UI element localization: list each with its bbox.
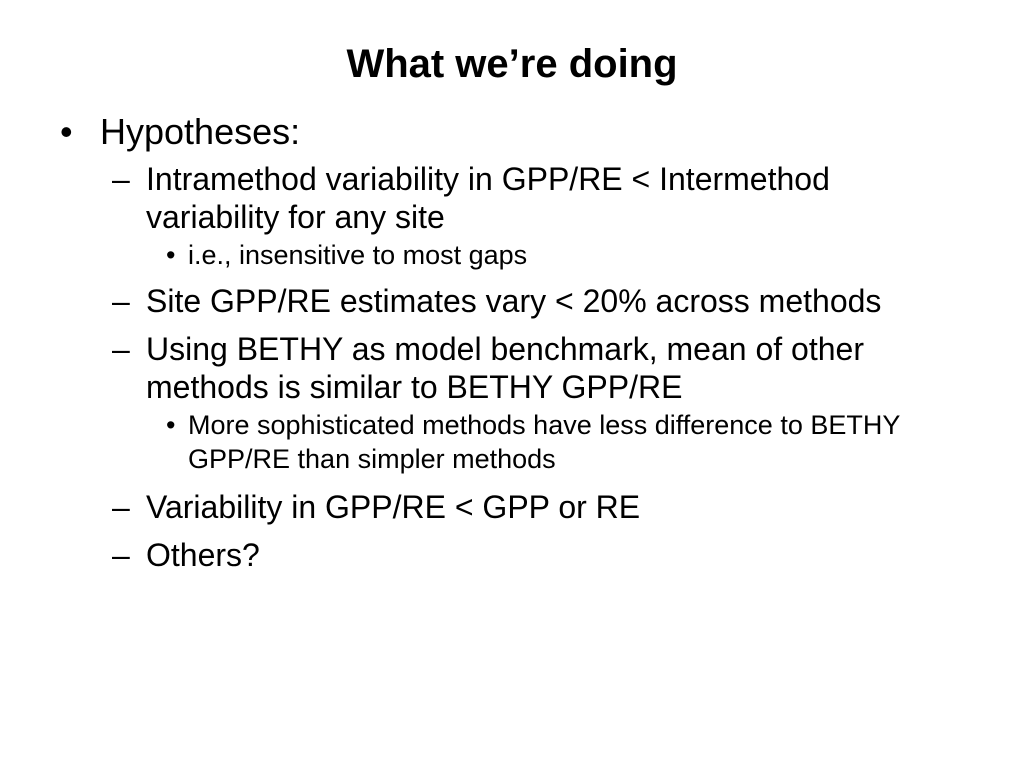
dash-marker: – (112, 537, 130, 573)
sub-bullet-others (112, 536, 960, 574)
dash-marker: – (112, 331, 130, 367)
dash-marker: – (112, 489, 130, 525)
bullet-hypotheses (60, 110, 960, 154)
bullet-text: Hypotheses: (100, 111, 301, 152)
bullet-marker: • (166, 410, 176, 440)
sub-bullet-text: Intramethod variability in GPP/RE < Intermethod variability for any site (146, 161, 830, 235)
sub-sub-bullet-insensitive (166, 238, 960, 272)
sub-bullet-intramethod (112, 160, 960, 236)
dash-marker: – (112, 283, 130, 319)
bullet-marker: • (166, 240, 176, 270)
sub-bullet-text: Variability in GPP/RE < GPP or RE (146, 489, 641, 525)
sub-bullet-bethy-benchmark (112, 330, 960, 406)
sub-bullet-variability (112, 488, 960, 526)
sub-sub-bullet-text: i.e., insensitive to most gaps (188, 240, 528, 270)
sub-bullet-text: Others? (146, 537, 260, 573)
bullet-marker: • (60, 111, 73, 152)
sub-sub-bullet-sophisticated (166, 408, 960, 476)
sub-bullet-text: Using BETHY as model benchmark, mean of other methods is similar to BETHY GPP/RE (146, 331, 864, 405)
sub-bullet-text: Site GPP/RE estimates vary < 20% across methods (146, 283, 882, 319)
slide-title: What we’re doing (346, 42, 678, 86)
sub-sub-bullet-text: More sophisticated methods have less difference to BETHY GPP/RE than simpler methods (188, 410, 900, 474)
dash-marker: – (112, 161, 130, 197)
sub-bullet-site-estimates (112, 282, 960, 320)
slide-body (60, 110, 960, 574)
